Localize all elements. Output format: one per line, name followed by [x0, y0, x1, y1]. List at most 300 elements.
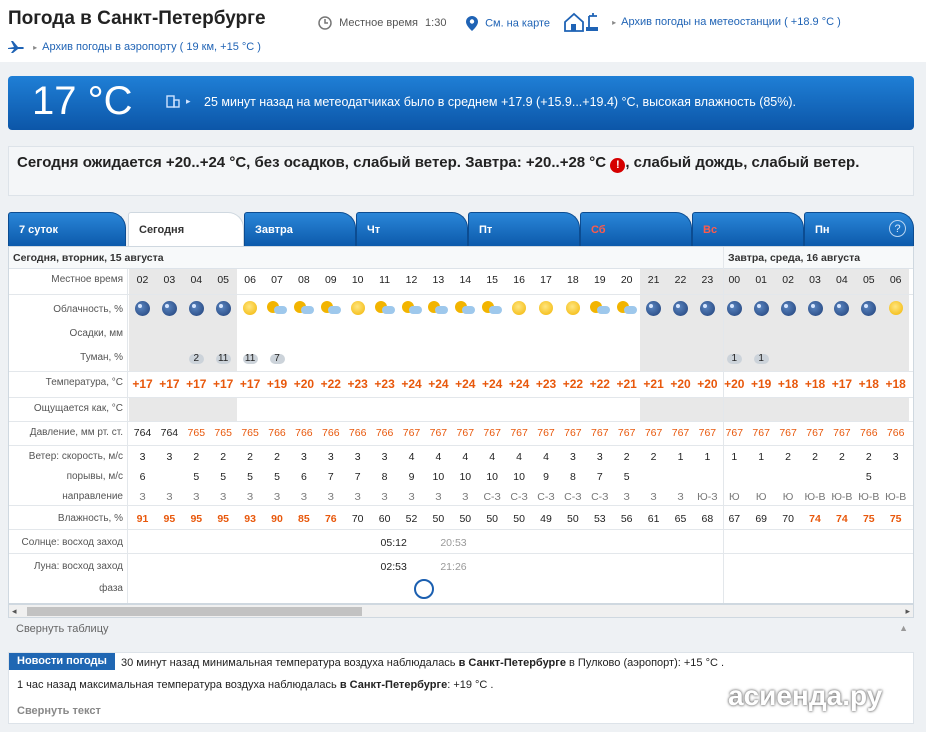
wind-speed-cell: 2	[838, 451, 845, 463]
row-divider-4	[9, 445, 914, 446]
humidity-cell: 50	[459, 513, 472, 525]
direction-cell: З	[300, 491, 308, 503]
hour-cell: 23	[701, 274, 714, 286]
map-link[interactable]: См. на карте	[485, 17, 551, 30]
archive-airport-item[interactable]	[8, 40, 261, 54]
cloud-cell	[425, 301, 452, 318]
wind-speed-cell: 3	[300, 451, 307, 463]
wind-speed-cell: 4	[516, 451, 523, 463]
label-humidity: Влажность, %	[57, 513, 123, 524]
cloud-part	[409, 306, 422, 314]
night-cloud-icon	[834, 301, 849, 316]
fog-cell	[721, 352, 748, 364]
humidity-cell: 53	[593, 513, 606, 525]
sun-icon	[512, 301, 526, 315]
temperature-cell: +17	[239, 377, 261, 391]
pressure-cell: 767	[806, 427, 824, 439]
news-badge: Новости погоды	[9, 653, 115, 670]
wind-speed-cell: 1	[677, 451, 684, 463]
forecast-summary	[8, 146, 914, 196]
wind-speed-cell: 2	[274, 451, 280, 463]
night-cloud-icon	[700, 301, 715, 316]
direction-cell: С-З	[564, 491, 582, 503]
pressure-cell: 766	[295, 427, 313, 439]
direction-cell: Ю	[782, 491, 794, 503]
cloud-cell	[613, 301, 640, 318]
temperature-cell: +22	[589, 377, 610, 391]
direction-cell: З	[435, 491, 442, 503]
direction-cell: З	[246, 491, 254, 503]
hour-cell: 15	[486, 274, 499, 286]
sun-icon	[889, 301, 903, 315]
cloud-part	[328, 306, 341, 314]
hour-cell: 20	[620, 274, 633, 286]
archive-station-link[interactable]: Архив погоды на метеостанции ( +18.9 °C )	[621, 15, 841, 28]
cloud-cell	[398, 301, 425, 318]
direction-cell: Ю-З	[697, 491, 718, 503]
temperature-cell: +23	[347, 377, 368, 391]
fog-cell	[264, 352, 291, 364]
date-tomorrow: Завтра, среда, 16 августа	[723, 247, 914, 269]
pressure-cell: 767	[510, 427, 528, 439]
collapse-table-label[interactable]: Свернуть таблицу	[16, 623, 109, 635]
fog-icon: 7	[270, 354, 285, 364]
cloud-part	[624, 306, 637, 314]
gusts-cell: 10	[513, 471, 525, 483]
sunrise-time: 05:12	[380, 537, 407, 549]
gusts-cell: 8	[569, 471, 576, 483]
temperature-cell: +24	[508, 377, 530, 391]
partly-cloudy-icon	[402, 301, 422, 315]
direction-cell: Ю-В	[885, 491, 907, 503]
row-divider-1	[9, 371, 914, 372]
pressure-cell: 766	[860, 427, 878, 439]
wind-speed-cell: 3	[354, 451, 361, 463]
wind-speed-cell: 2	[865, 451, 872, 463]
wind-speed-cell: 1	[758, 451, 765, 463]
cloud-cell	[371, 301, 398, 318]
hour-cell: 12	[405, 274, 418, 286]
hour-cell: 17	[540, 274, 552, 286]
label-moon-phase: фаза	[99, 583, 123, 594]
cloud-cell	[210, 301, 237, 319]
wind-speed-cell: 3	[327, 451, 334, 463]
sunset-time: 20:53	[440, 537, 467, 549]
direction-cell: С-З	[537, 491, 555, 503]
hour-cell: 21	[647, 274, 660, 286]
humidity-cell: 95	[217, 513, 230, 525]
temperature-cell: +18	[858, 377, 879, 391]
wind-speed-cell: 4	[543, 451, 549, 463]
weather-station-icon	[563, 12, 603, 32]
wind-speed-cell: 3	[139, 451, 146, 463]
row-divider-6	[9, 529, 914, 530]
pressure-cell: 767	[617, 427, 636, 439]
partly-cloudy-icon	[294, 301, 314, 315]
humidity-cell: 75	[889, 513, 902, 525]
temperature-cell: +23	[374, 377, 395, 391]
tab-3[interactable]: Чт	[356, 212, 468, 246]
partly-cloudy-icon	[375, 301, 395, 315]
cloud-cell	[882, 301, 909, 318]
hour-cell: 06	[889, 274, 902, 286]
cloud-part	[597, 306, 610, 314]
sun-icon	[351, 301, 365, 315]
gusts-cell: 10	[486, 471, 499, 483]
page-header	[0, 0, 926, 62]
cloud-cell	[802, 301, 829, 319]
humidity-cell: 50	[486, 513, 499, 525]
hour-cell: 03	[809, 274, 821, 286]
hour-cell: 09	[324, 274, 337, 286]
humidity-cell: 52	[405, 513, 418, 525]
pressure-cell: 767	[402, 427, 421, 439]
temperature-cell: +18	[885, 377, 906, 391]
label-direction: направление	[62, 491, 123, 502]
wind-speed-cell: 2	[193, 451, 200, 463]
direction-cell: З	[623, 491, 630, 503]
direction-cell: С-З	[510, 491, 528, 503]
humidity-cell: 50	[513, 513, 525, 525]
temperature-cell: +23	[535, 377, 557, 391]
gusts-cell: 5	[865, 471, 872, 483]
night-shade-feels-0	[129, 397, 237, 421]
humidity-cell: 95	[190, 513, 203, 525]
temperature-cell: +20	[724, 377, 745, 391]
wind-speed-cell: 2	[247, 451, 254, 463]
fog-icon: 11	[216, 354, 231, 364]
gusts-cell: 7	[596, 471, 603, 483]
night-cloud-icon	[189, 301, 204, 316]
gusts-cell: 10	[459, 471, 472, 483]
night-cloud-icon	[781, 301, 796, 316]
fog-cell	[183, 352, 210, 364]
arrow-right-icon: ▸	[186, 96, 191, 106]
wind-speed-cell: 2	[785, 451, 792, 463]
cloud-part	[435, 306, 448, 314]
fog-icon: 11	[243, 354, 258, 364]
pressure-cell: 767	[456, 427, 475, 439]
scrollbar-thumb[interactable]	[27, 607, 362, 616]
label-pressure: Давление, мм рт. ст.	[29, 427, 123, 438]
night-cloud-icon	[646, 301, 661, 316]
local-time	[318, 16, 446, 30]
table-scrollbar[interactable]	[8, 604, 914, 618]
temperature-cell: +17	[831, 377, 853, 391]
cloud-cell	[479, 301, 506, 318]
tab-4[interactable]: Пт	[468, 212, 580, 246]
humidity-cell: 85	[298, 513, 310, 525]
cloud-cell	[506, 301, 533, 318]
partly-cloudy-icon	[321, 301, 341, 315]
humidity-cell: 69	[755, 513, 768, 525]
chevron-up-icon[interactable]: ▲	[899, 623, 908, 633]
pressure-cell: 767	[483, 427, 501, 439]
label-wind-speed: Ветер: скорость, м/с	[28, 451, 123, 462]
hour-cell: 18	[567, 274, 579, 286]
direction-cell: З	[327, 491, 334, 503]
pressure-cell: 767	[752, 427, 770, 439]
gusts-cell: 6	[139, 471, 146, 483]
col-divider-0	[127, 269, 128, 604]
humidity-cell: 60	[378, 513, 391, 525]
humidity-cell: 91	[136, 513, 149, 525]
cloud-cell	[237, 301, 264, 318]
humidity-cell: 74	[836, 513, 848, 525]
wind-speed-cell: 3	[166, 451, 173, 463]
wind-speed-cell: 4	[462, 451, 469, 463]
temperature-cell: +21	[616, 377, 637, 391]
cloud-cell	[855, 301, 882, 319]
moonset-time: 21:26	[440, 561, 467, 573]
humidity-cell: 61	[647, 513, 660, 525]
gusts-cell: 7	[327, 471, 334, 483]
direction-cell: Ю-В	[858, 491, 880, 503]
temperature-cell: +24	[401, 377, 422, 391]
wind-speed-cell: 3	[569, 451, 576, 463]
date-today: Сегодня, вторник, 15 августа	[9, 247, 723, 269]
hour-cell: 06	[244, 274, 256, 286]
gusts-cell: 5	[220, 471, 227, 483]
hour-cell: 22	[674, 274, 687, 286]
cloud-cell	[533, 301, 560, 318]
archive-station-item[interactable]	[563, 12, 841, 32]
cloud-cell	[667, 301, 694, 319]
tab-2[interactable]: Завтра	[244, 212, 356, 246]
humidity-cell: 76	[324, 513, 337, 525]
cloud-cell	[559, 301, 586, 318]
wind-speed-cell: 4	[489, 451, 496, 463]
partly-cloudy-icon	[428, 301, 448, 315]
cloud-part	[489, 306, 502, 314]
wind-speed-cell: 4	[408, 451, 415, 463]
sun-icon	[539, 301, 553, 315]
night-cloud-icon	[162, 301, 177, 316]
pressure-cell: 767	[779, 427, 797, 439]
pressure-cell: 766	[322, 427, 340, 439]
temperature-cell: +20	[697, 377, 718, 391]
direction-cell: Ю	[755, 491, 767, 503]
cloud-cell	[828, 301, 855, 319]
label-precip: Осадки, мм	[69, 328, 123, 339]
day-tabs	[8, 212, 914, 246]
hour-cell: 16	[513, 274, 525, 286]
wind-speed-cell: 4	[435, 451, 442, 463]
cloud-cell	[264, 301, 291, 318]
cloud-cell	[721, 301, 748, 319]
label-temperature: Температура, °C	[45, 377, 123, 388]
fog-icon: 1	[727, 354, 742, 364]
pressure-cell: 767	[671, 427, 690, 439]
temperature-cell: +19	[266, 377, 288, 391]
forecast-today: Сегодня ожидается +20..+24 °C, без осадков, слабый ветер. Завтра: +20..+28 °C	[17, 154, 607, 171]
news-line-2-city: в Санкт-Петербурге	[339, 679, 448, 691]
wind-speed-cell: 2	[220, 451, 227, 463]
temperature-cell: +20	[293, 377, 315, 391]
news-line-2-end: : +19 °С .	[447, 679, 494, 691]
help-icon[interactable]: ?	[889, 220, 906, 237]
cloud-part	[382, 306, 395, 314]
cloud-cell	[317, 301, 344, 318]
temperature-cell: +20	[670, 377, 691, 391]
tab-6[interactable]: Вс	[692, 212, 804, 246]
hour-cell: 13	[432, 274, 445, 286]
local-time-value: 1:30	[425, 16, 447, 29]
tab-5[interactable]: Сб	[580, 212, 692, 246]
cloud-cell	[775, 301, 802, 319]
direction-cell: З	[354, 491, 361, 503]
humidity-cell: 50	[567, 513, 579, 525]
map-link-item[interactable]	[466, 16, 550, 31]
humidity-cell: 93	[244, 513, 256, 525]
wind-speed-cell: 3	[596, 451, 603, 463]
hour-cell: 11	[379, 274, 391, 286]
humidity-cell: 50	[432, 513, 445, 525]
cloud-cell	[452, 301, 479, 318]
hour-cell: 14	[459, 274, 472, 286]
gusts-cell: 6	[300, 471, 307, 483]
humidity-cell: 70	[351, 513, 364, 525]
cloud-cell	[748, 301, 775, 319]
wind-speed-cell: 2	[812, 451, 818, 463]
pressure-cell: 767	[591, 427, 609, 439]
row-divider-0	[9, 294, 914, 295]
temperature-cell: +17	[159, 377, 180, 391]
direction-cell: С-З	[591, 491, 609, 503]
night-cloud-icon	[808, 301, 823, 316]
gusts-cell: 9	[408, 471, 415, 483]
pressure-cell: 765	[187, 427, 206, 439]
pressure-cell: 767	[725, 427, 744, 439]
clock-icon	[318, 16, 332, 30]
sun-icon	[566, 301, 580, 315]
pressure-cell: 765	[241, 427, 259, 439]
label-moon: Луна: восход заход	[33, 561, 123, 572]
night-cloud-icon	[135, 301, 150, 316]
humidity-cell: 68	[701, 513, 714, 525]
wind-speed-cell: 3	[892, 451, 899, 463]
humidity-cell: 67	[728, 513, 741, 525]
cloud-cell	[640, 301, 667, 319]
wind-speed-cell: 1	[704, 451, 711, 463]
current-weather-banner	[8, 76, 914, 130]
row-divider-5	[9, 505, 914, 506]
direction-cell: З	[273, 491, 281, 503]
watermark-logo: асиенда.ру	[728, 680, 883, 711]
news-line-2-text: 1 час назад максимальная температура воздуха наблюдалась	[17, 679, 340, 691]
pressure-cell: 766	[348, 427, 367, 439]
news-line-1-city: в Санкт-Петербурге	[458, 657, 566, 669]
scroll-left-icon[interactable]: ◂	[12, 606, 17, 616]
hour-cell: 08	[298, 274, 310, 286]
label-time: Местное время	[51, 274, 123, 285]
cloud-cell	[694, 301, 721, 319]
map-pin-icon	[466, 16, 478, 31]
temperature-cell: +17	[132, 377, 153, 391]
hour-cell: 04	[190, 274, 203, 286]
sun-icon	[243, 301, 257, 315]
pressure-cell: 767	[537, 427, 555, 439]
direction-cell: Ю	[728, 491, 740, 503]
hour-cell: 05	[862, 274, 875, 286]
airplane-icon	[8, 40, 24, 54]
direction-cell: З	[650, 491, 657, 503]
night-cloud-icon	[673, 301, 688, 316]
forecast-table	[8, 246, 914, 604]
label-sun: Солнце: восход заход	[21, 537, 123, 548]
wind-speed-cell: 1	[731, 451, 738, 463]
gusts-cell: 7	[354, 471, 361, 483]
gusts-cell: 5	[193, 471, 200, 483]
wind-speed-cell: 2	[623, 451, 630, 463]
fog-icon: 1	[754, 354, 769, 364]
temperature-cell: +22	[320, 377, 341, 391]
direction-cell: З	[408, 491, 415, 503]
partly-cloudy-icon	[455, 301, 475, 315]
hour-cell: 10	[351, 274, 364, 286]
temperature-cell: +18	[777, 377, 799, 391]
cloud-part	[274, 306, 287, 314]
direction-cell: З	[381, 491, 388, 503]
archive-airport-link[interactable]: Архив погоды в аэропорту ( 19 км, +15 °C )	[42, 40, 261, 53]
partly-cloudy-icon	[267, 301, 287, 315]
humidity-cell: 56	[620, 513, 633, 525]
news-line-2	[17, 679, 494, 691]
direction-cell: З	[220, 491, 227, 503]
label-fog: Туман, %	[80, 352, 123, 363]
pressure-cell: 766	[268, 427, 286, 439]
tab-1[interactable]: Сегодня	[128, 212, 244, 246]
direction-cell: З	[139, 491, 146, 503]
pressure-cell: 767	[644, 427, 663, 439]
direction-cell: Ю-В	[831, 491, 853, 503]
temperature-cell: +17	[186, 377, 207, 391]
pressure-cell: 766	[375, 427, 394, 439]
news-line-1-text: 30 минут назад минимальная температура воздуха наблюдалась	[121, 657, 459, 669]
hour-cell: 05	[217, 274, 230, 286]
cloud-cell	[129, 301, 156, 319]
humidity-cell: 70	[782, 513, 794, 525]
humidity-cell: 90	[271, 513, 283, 525]
night-cloud-icon	[754, 301, 769, 316]
wind-speed-cell: 2	[650, 451, 657, 463]
arrow-right-icon: ▸	[612, 17, 617, 27]
temperature-cell: +17	[213, 377, 234, 391]
label-gusts: порывы, м/с	[66, 471, 123, 482]
cloud-part	[301, 306, 314, 314]
gusts-cell: 9	[543, 471, 549, 483]
humidity-cell: 49	[540, 513, 552, 525]
tab-7[interactable]: Пн	[804, 212, 914, 246]
night-shade-feels-1	[640, 397, 909, 421]
temperature-cell: +21	[643, 377, 664, 391]
news-line-1-end: в Пулково (аэропорт): +15 °С .	[565, 657, 725, 669]
partly-cloudy-icon	[590, 301, 610, 315]
row-divider-7	[9, 553, 914, 554]
tab-0[interactable]: 7 суток	[8, 212, 126, 246]
cloud-cell	[156, 301, 183, 319]
local-time-label: Местное время	[339, 16, 418, 29]
collapse-table-button[interactable]	[8, 620, 914, 638]
scroll-right-icon[interactable]: ▸	[905, 606, 910, 616]
collapse-text-button[interactable]: Свернуть текст	[17, 705, 101, 717]
night-cloud-icon	[861, 301, 876, 316]
temperature-cell: +18	[804, 377, 826, 391]
hour-cell: 04	[836, 274, 848, 286]
pressure-cell: 767	[833, 427, 851, 439]
temperature-cell: +24	[482, 377, 503, 391]
pressure-cell: 766	[886, 427, 905, 439]
